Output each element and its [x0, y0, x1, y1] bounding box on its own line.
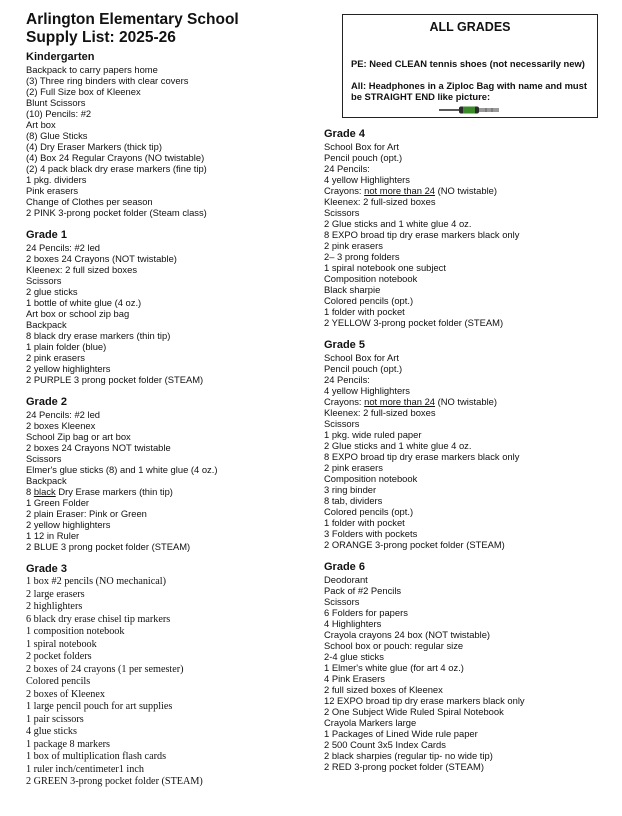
list-item: (4) Dry Eraser Markers (thick tip)	[26, 141, 162, 152]
list-item: 1 spiral notebook	[26, 638, 97, 650]
grade-1-heading: Grade 1	[26, 229, 67, 241]
list-item: Composition notebook	[324, 273, 418, 284]
school-name: Arlington Elementary School	[26, 11, 239, 28]
all-grades-box	[342, 14, 598, 118]
grade-6-section	[324, 561, 614, 772]
list-item: Elmer's glue sticks (8) and 1 white glue (4 oz.)	[26, 464, 218, 475]
headphones-line-2: be STRAIGHT END like picture:	[351, 91, 491, 102]
list-item: Deodorant	[324, 574, 368, 585]
list-item: Kleenex: 2 full-sized boxes	[324, 196, 436, 207]
list-item: (10) Pencils: #2	[26, 108, 92, 119]
list-item: 1 ruler inch/centimeter1 inch	[26, 763, 144, 775]
list-item: 1 box #2 pencils (NO mechanical)	[26, 576, 167, 587]
grade-6-heading: Grade 6	[324, 561, 365, 573]
list-item: Change of Clothes per season	[26, 196, 153, 207]
left-column	[26, 51, 316, 800]
item-text: (NO twistable)	[435, 185, 498, 196]
list-item: 2 full sized boxes of Kleenex	[324, 684, 443, 695]
list-item: 1 pkg. dividers	[26, 174, 87, 185]
list-item: Art box or school zip bag	[26, 308, 130, 319]
list-item: (4) Box 24 Regular Crayons (NO twistable)	[26, 152, 205, 163]
list-item: Backpack	[26, 319, 67, 330]
list-item: 8 EXPO broad tip dry erase markers black only	[324, 451, 520, 462]
list-item: 2 Glue sticks and 1 white glue 4 oz.	[324, 440, 472, 451]
list-item: 2 boxes Kleenex	[26, 420, 96, 431]
list-item: 2 PURPLE 3 prong pocket folder (STEAM)	[26, 374, 204, 385]
list-item: 1 bottle of white glue (4 oz.)	[26, 297, 142, 308]
grade-3-list	[26, 576, 316, 789]
list-item: 4 Pink Erasers	[324, 673, 385, 684]
list-item: Crayola crayons 24 box (NOT twistable)	[324, 629, 491, 640]
list-item: Kleenex: 2 full-sized boxes	[324, 407, 436, 418]
list-item: 1 folder with pocket	[324, 517, 405, 528]
item-text: 8	[26, 486, 34, 497]
list-item: 4 yellow Highlighters	[324, 174, 410, 185]
list-item: 3 Folders with pockets	[324, 528, 418, 539]
grade-2-section	[26, 396, 316, 552]
list-item: 2 ORANGE 3-prong pocket folder (STEAM)	[324, 539, 505, 550]
grade-5-list-after	[324, 407, 614, 550]
list-item: 2-4 glue sticks	[324, 651, 384, 662]
list-item: 1 composition notebook	[26, 626, 125, 637]
list-item: Kleenex: 2 full sized boxes	[26, 264, 138, 275]
list-item: School Zip bag or art box	[26, 431, 131, 442]
list-item: 1 Green Folder	[26, 497, 90, 508]
list-item	[324, 185, 614, 196]
list-item: 2 500 Count 3x5 Index Cards	[324, 739, 446, 750]
all-grades-title: ALL GRADES	[429, 20, 511, 34]
supply-list-year: Supply List: 2025-26	[26, 29, 176, 46]
list-item: Scissors	[324, 418, 360, 429]
list-item: 2 yellow highlighters	[26, 519, 111, 530]
headphone-plug-image	[439, 105, 501, 115]
list-item: 24 Pencils: #2 led	[26, 409, 101, 420]
underlined-text: not more than 24	[364, 396, 436, 407]
list-item: School box or pouch: regular size	[324, 640, 464, 651]
list-item: 24 Pencils:	[324, 163, 370, 174]
list-item: 2 BLUE 3 prong pocket folder (STEAM)	[26, 541, 191, 552]
list-item: 2 pink erasers	[324, 240, 383, 251]
list-item: 2 boxes of 24 crayons (1 per semester)	[26, 663, 184, 675]
list-item: 2 Glue sticks and 1 white glue 4 oz.	[324, 218, 472, 229]
list-item: Art box	[26, 119, 56, 130]
list-item: School Box for Art	[324, 141, 400, 152]
list-item: 2 glue sticks	[26, 286, 78, 297]
grade-6-list	[324, 574, 614, 772]
underlined-text: black	[33, 486, 56, 497]
list-item: Colored pencils	[26, 676, 91, 687]
document-title	[26, 11, 239, 47]
list-item: 24 Pencils: #2 led	[26, 242, 101, 253]
list-item: (8) Glue Sticks	[26, 130, 88, 141]
list-item: 2 pink erasers	[26, 352, 85, 363]
list-item: School Box for Art	[324, 352, 400, 363]
list-item: 2 boxes of Kleenex	[26, 688, 105, 700]
list-item: 2 GREEN 3-prong pocket folder (STEAM)	[26, 776, 203, 787]
list-item: Colored pencils (opt.)	[324, 295, 414, 306]
list-item: 1 pkg. wide ruled paper	[324, 429, 422, 440]
list-item: 1 box of multiplication flash cards	[26, 751, 167, 762]
grade-1-list	[26, 242, 316, 385]
grade-3-heading: Grade 3	[26, 563, 67, 575]
grade-2-heading: Grade 2	[26, 396, 67, 408]
list-item: Scissors	[26, 275, 62, 286]
kindergarten-section	[26, 51, 316, 218]
item-text: Dry Erase markers (thin tip)	[55, 486, 173, 497]
right-column	[324, 128, 614, 783]
grade-4-section	[324, 128, 614, 328]
grade-4-heading: Grade 4	[324, 128, 365, 140]
list-item: 1 plain folder (blue)	[26, 341, 107, 352]
list-item: 2 pink erasers	[324, 462, 383, 473]
grade-5-section	[324, 339, 614, 550]
list-item: 3 ring binder	[324, 484, 377, 495]
list-item: 2 plain Eraser: Pink or Green	[26, 508, 147, 519]
list-item: 4 glue sticks	[26, 726, 77, 737]
list-item: Scissors	[324, 596, 360, 607]
grade-3-section	[26, 563, 316, 789]
list-item: 1 folder with pocket	[324, 306, 405, 317]
list-item: 4 yellow Highlighters	[324, 385, 410, 396]
list-item: 1 large pencil pouch for art supplies	[26, 701, 173, 712]
list-item: 2 boxes 24 Crayons (NOT twistable)	[26, 253, 177, 264]
item-text: Crayons:	[324, 185, 365, 196]
list-item: 6 black dry erase chisel tip markers	[26, 613, 171, 625]
list-item	[26, 486, 316, 497]
list-item: 2 boxes 24 Crayons NOT twistable	[26, 442, 171, 453]
pe-note: PE: Need CLEAN tennis shoes (not necessarily new)	[351, 58, 585, 69]
list-item: 4 Highlighters	[324, 618, 382, 629]
list-item: 1 Packages of Lined Wide rule paper	[324, 728, 478, 739]
headphones-line-1: All: Headphones in a Ziploc Bag with name and must	[351, 80, 587, 91]
list-item: 2 highlighters	[26, 601, 83, 612]
list-item: Pack of #2 Pencils	[324, 585, 402, 596]
list-item: 8 EXPO broad tip dry erase markers black only	[324, 229, 520, 240]
underlined-text: not more than 24	[364, 185, 436, 196]
list-item: Composition notebook	[324, 473, 418, 484]
grade-4-list-after	[324, 196, 614, 328]
grade-2-list-after	[26, 497, 316, 552]
list-item: 1 pair scissors	[26, 713, 84, 725]
list-item: 1 12 in Ruler	[26, 530, 80, 541]
headphones-note	[351, 80, 595, 102]
list-item: 2 yellow highlighters	[26, 363, 111, 374]
list-item: 1 package 8 markers	[26, 738, 111, 750]
item-text: (NO twistable)	[435, 396, 498, 407]
list-item: 1 Elmer's white glue (for art 4 oz.)	[324, 662, 464, 673]
grade-2-list	[26, 409, 316, 486]
list-item: Pencil pouch (opt.)	[324, 152, 403, 163]
list-item: 2 PINK 3-prong pocket folder (Steam class)	[26, 207, 207, 218]
list-item: 2 One Subject Wide Ruled Spiral Notebook	[324, 706, 504, 717]
list-item: Scissors	[26, 453, 62, 464]
list-item: Crayola Markers large	[324, 717, 417, 728]
list-item: (3) Three ring binders with clear covers	[26, 75, 189, 86]
grade-5-heading: Grade 5	[324, 339, 365, 351]
list-item: 24 Pencils:	[324, 374, 370, 385]
grade-1-section	[26, 229, 316, 385]
list-item: Scissors	[324, 207, 360, 218]
list-item: (2) 4 pack black dry erase markers (fine tip)	[26, 163, 207, 174]
item-text: Crayons:	[324, 396, 365, 407]
list-item: 12 EXPO broad tip dry erase markers black only	[324, 695, 525, 706]
list-item: Pink erasers	[26, 185, 79, 196]
list-item: Black sharpie	[324, 284, 381, 295]
list-item: Blunt Scissors	[26, 97, 86, 108]
list-item: 2 black sharpies (regular tip- no wide tip)	[324, 750, 493, 761]
list-item: Backpack	[26, 475, 67, 486]
list-item: 2– 3 prong folders	[324, 251, 400, 262]
list-item: Pencil pouch (opt.)	[324, 363, 403, 374]
list-item: 2 YELLOW 3-prong pocket folder (STEAM)	[324, 317, 504, 328]
grade-4-list	[324, 141, 614, 185]
list-item: 8 black dry erase markers (thin tip)	[26, 330, 171, 341]
kindergarten-list	[26, 64, 316, 218]
list-item: 2 pocket folders	[26, 651, 92, 662]
list-item: (2) Full Size box of Kleenex	[26, 86, 141, 97]
list-item: 6 Folders for papers	[324, 607, 408, 618]
list-item: 2 RED 3-prong pocket folder (STEAM)	[324, 761, 484, 772]
list-item: Colored pencils (opt.)	[324, 506, 414, 517]
grade-5-list	[324, 352, 614, 396]
list-item: 2 large erasers	[26, 588, 85, 600]
list-item: 1 spiral notebook one subject	[324, 262, 446, 273]
list-item: 8 tab, dividers	[324, 495, 383, 506]
list-item	[324, 396, 614, 407]
kindergarten-heading: Kindergarten	[26, 51, 95, 63]
list-item: Backpack to carry papers home	[26, 64, 158, 75]
